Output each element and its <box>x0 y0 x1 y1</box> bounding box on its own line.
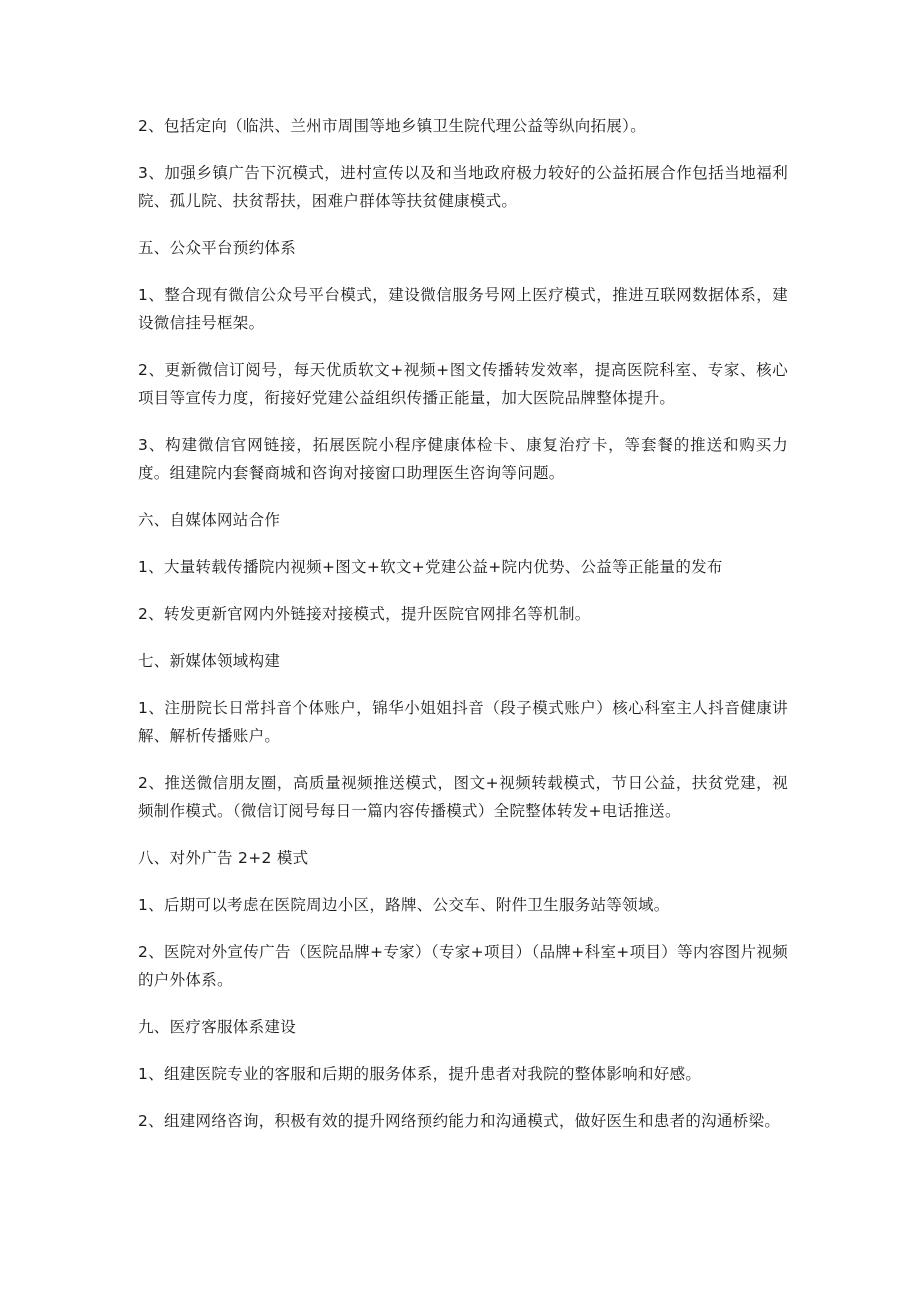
document-page <box>138 112 788 1154</box>
paragraph-item-1-wechat-platform: 1、整合现有微信公众号平台模式，建设微信服务号网上医疗模式，推进互联网数据体系，建设微信挂号框架。 <box>138 286 788 332</box>
section-heading-9: 九、医疗客服体系建设 <box>138 1018 297 1036</box>
paragraph-item-2-outdoor-ads: 2、医院对外宣传广告（医院品牌+专家）（专家+项目）（品牌+科室+项目）等内容图片视频的户外体系。 <box>138 943 788 989</box>
paragraph-item-2-online-consult: 2、组建网络咨询，积极有效的提升网络预约能力和沟通模式，做好医生和患者的沟通桥梁。 <box>138 1112 781 1130</box>
paragraph-item-3-wechat-website: 3、构建微信官网链接，拓展医院小程序健康体检卡、康复治疗卡，等套餐的推送和购买力度。组建院内套餐商城和咨询对接窗口助理医生咨询等问题。 <box>138 436 788 482</box>
paragraph-item-3-township-ads: 3、加强乡镇广告下沉模式，进村宣传以及和当地政府极力较好的公益拓展合作包括当地福利院、孤儿院、扶贫帮扶，困难户群体等扶贫健康模式。 <box>138 164 788 210</box>
section-heading-8: 八、对外广告 2+2 模式 <box>138 849 309 867</box>
paragraph-item-2-wechat-moments: 2、推送微信朋友圈，高质量视频推送模式，图文+视频转载模式，节日公益，扶贫党建，视频制作模式。（微信订阅号每日一篇内容传播模式）全院整体转发+电话推送。 <box>138 774 788 820</box>
section-heading-5: 五、公众平台预约体系 <box>138 239 297 257</box>
paragraph-item-2-website-links: 2、转发更新官网内外链接对接模式，提升医院官网排名等机制。 <box>138 605 591 623</box>
section-heading-7: 七、新媒体领域构建 <box>138 652 281 670</box>
paragraph-item-2-wechat-subscription: 2、更新微信订阅号，每天优质软文+视频+图文传播转发效率，提高医院科室、专家、核心项目等宣传力度，衔接好党建公益组织传播正能量，加大医院品牌整体提升。 <box>138 361 788 407</box>
paragraph-item-1-repost-content: 1、大量转载传播院内视频+图文+软文+党建公益+院内优势、公益等正能量的发布 <box>138 558 723 576</box>
paragraph-item-2-direction: 2、包括定向（临洪、兰州市周围等地乡镇卫生院代理公益等纵向拓展）。 <box>138 117 647 135</box>
paragraph-item-1-customer-service: 1、组建医院专业的客服和后期的服务体系，提升患者对我院的整体影响和好感。 <box>138 1065 702 1083</box>
paragraph-item-1-outdoor-locations: 1、后期可以考虑在医院周边小区，路牌、公交车、附件卫生服务站等领域。 <box>138 896 670 914</box>
paragraph-item-1-douyin-accounts: 1、注册院长日常抖音个体账户，锦华小姐姐抖音（段子模式账户）核心科室主人抖音健康讲解、解析传播账户。 <box>138 699 788 745</box>
section-heading-6: 六、自媒体网站合作 <box>138 511 281 529</box>
